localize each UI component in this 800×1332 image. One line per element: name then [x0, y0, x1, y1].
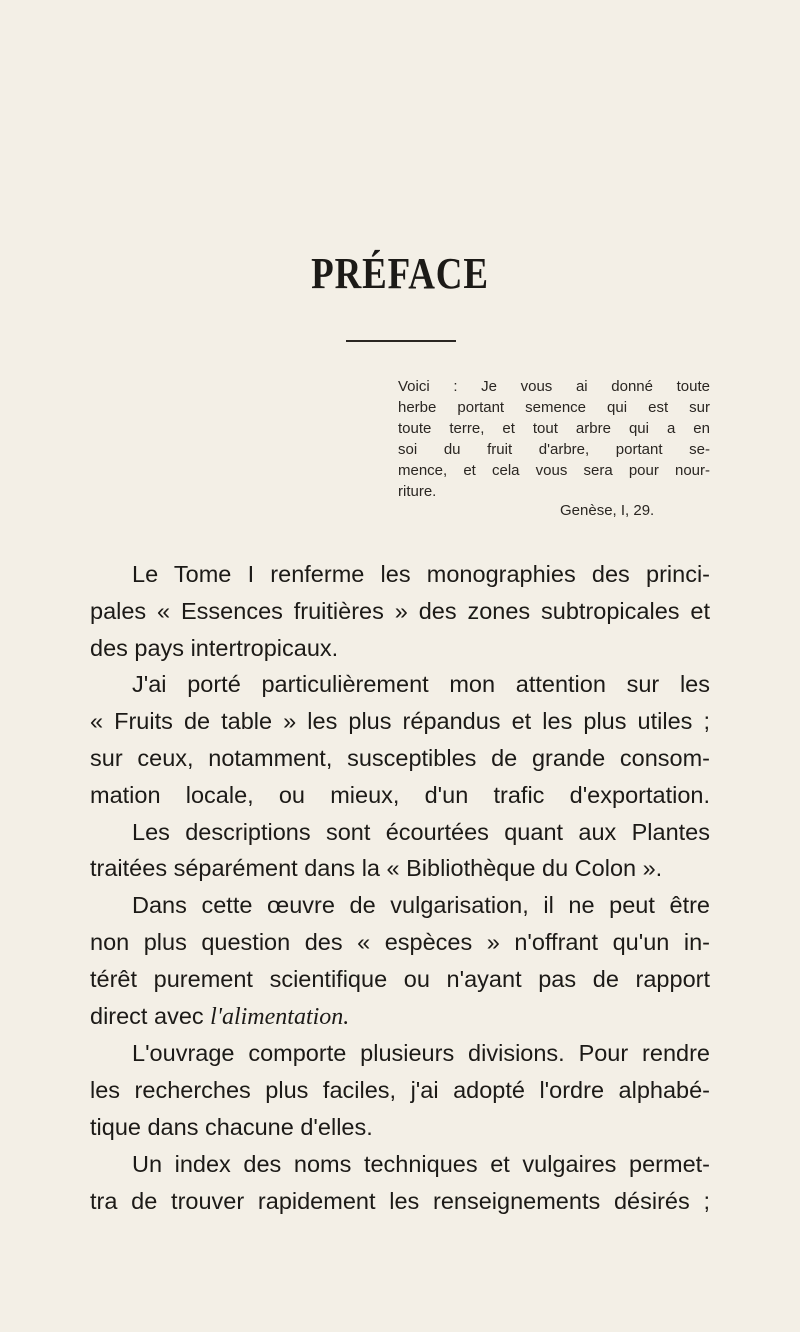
paragraph-line: Dans cette œuvre de vulgarisation, il ne peut être	[132, 892, 710, 919]
paragraph-line: Les descriptions sont écourtées quant aux Plantes	[132, 818, 710, 845]
paragraph-line: « Fruits de table » les plus répandus et les plus utiles ;	[90, 708, 710, 735]
epigraph-line: mence, et cela vous sera pour nour-	[398, 462, 710, 479]
paragraph-line: traitées séparément dans la « Bibliothèque du Colon ».	[90, 855, 663, 882]
paragraph-line: pales « Essences fruitières » des zones subtropicales et	[90, 597, 710, 624]
paragraph-line: Un index des noms techniques et vulgaires permet-	[132, 1150, 710, 1177]
epigraph-line: soi du fruit d'arbre, portant se-	[398, 441, 710, 458]
paragraph-text: direct avec	[90, 1002, 211, 1029]
epigraph-line: riture.	[398, 483, 437, 500]
paragraph-line: sur ceux, notamment, susceptibles de grande consom-	[90, 744, 710, 771]
body-text	[90, 556, 710, 1219]
paragraph-line: des pays intertropicaux.	[90, 634, 339, 661]
paragraph-line: non plus question des « espèces » n'offrant qu'un in-	[90, 928, 710, 955]
emphasized-text: l'alimentation.	[210, 1003, 350, 1030]
epigraph	[398, 376, 710, 502]
paragraph-line: les recherches plus faciles, j'ai adopté l'ordre alphabé-	[90, 1077, 710, 1104]
paragraph-line: tra de trouver rapidement les renseignements désirés ;	[90, 1187, 710, 1214]
paragraph-line: térêt purement scientifique ou n'ayant pas de rapport	[90, 965, 710, 992]
paragraph-line: mation locale, ou mieux, d'un trafic d'exportation.	[90, 781, 710, 808]
epigraph-line: toute terre, et tout arbre qui a en	[398, 420, 710, 437]
paragraph-line: J'ai porté particulièrement mon attention sur les	[132, 671, 710, 698]
epigraph-line: herbe portant semence qui est sur	[398, 399, 710, 416]
page-title: PRÉFACE	[311, 249, 489, 298]
paragraph-line: Le Tome I renferme les monographies des princi-	[132, 561, 710, 587]
epigraph-citation: Genèse, I, 29.	[560, 502, 655, 519]
paragraph-line: L'ouvrage comporte plusieurs divisions. Pour rendre	[132, 1040, 710, 1067]
paragraph-line	[90, 998, 710, 1036]
title-divider	[346, 340, 456, 342]
paragraph-line: tique dans chacune d'elles.	[90, 1113, 373, 1140]
epigraph-line: Voici : Je vous ai donné toute	[398, 378, 710, 395]
